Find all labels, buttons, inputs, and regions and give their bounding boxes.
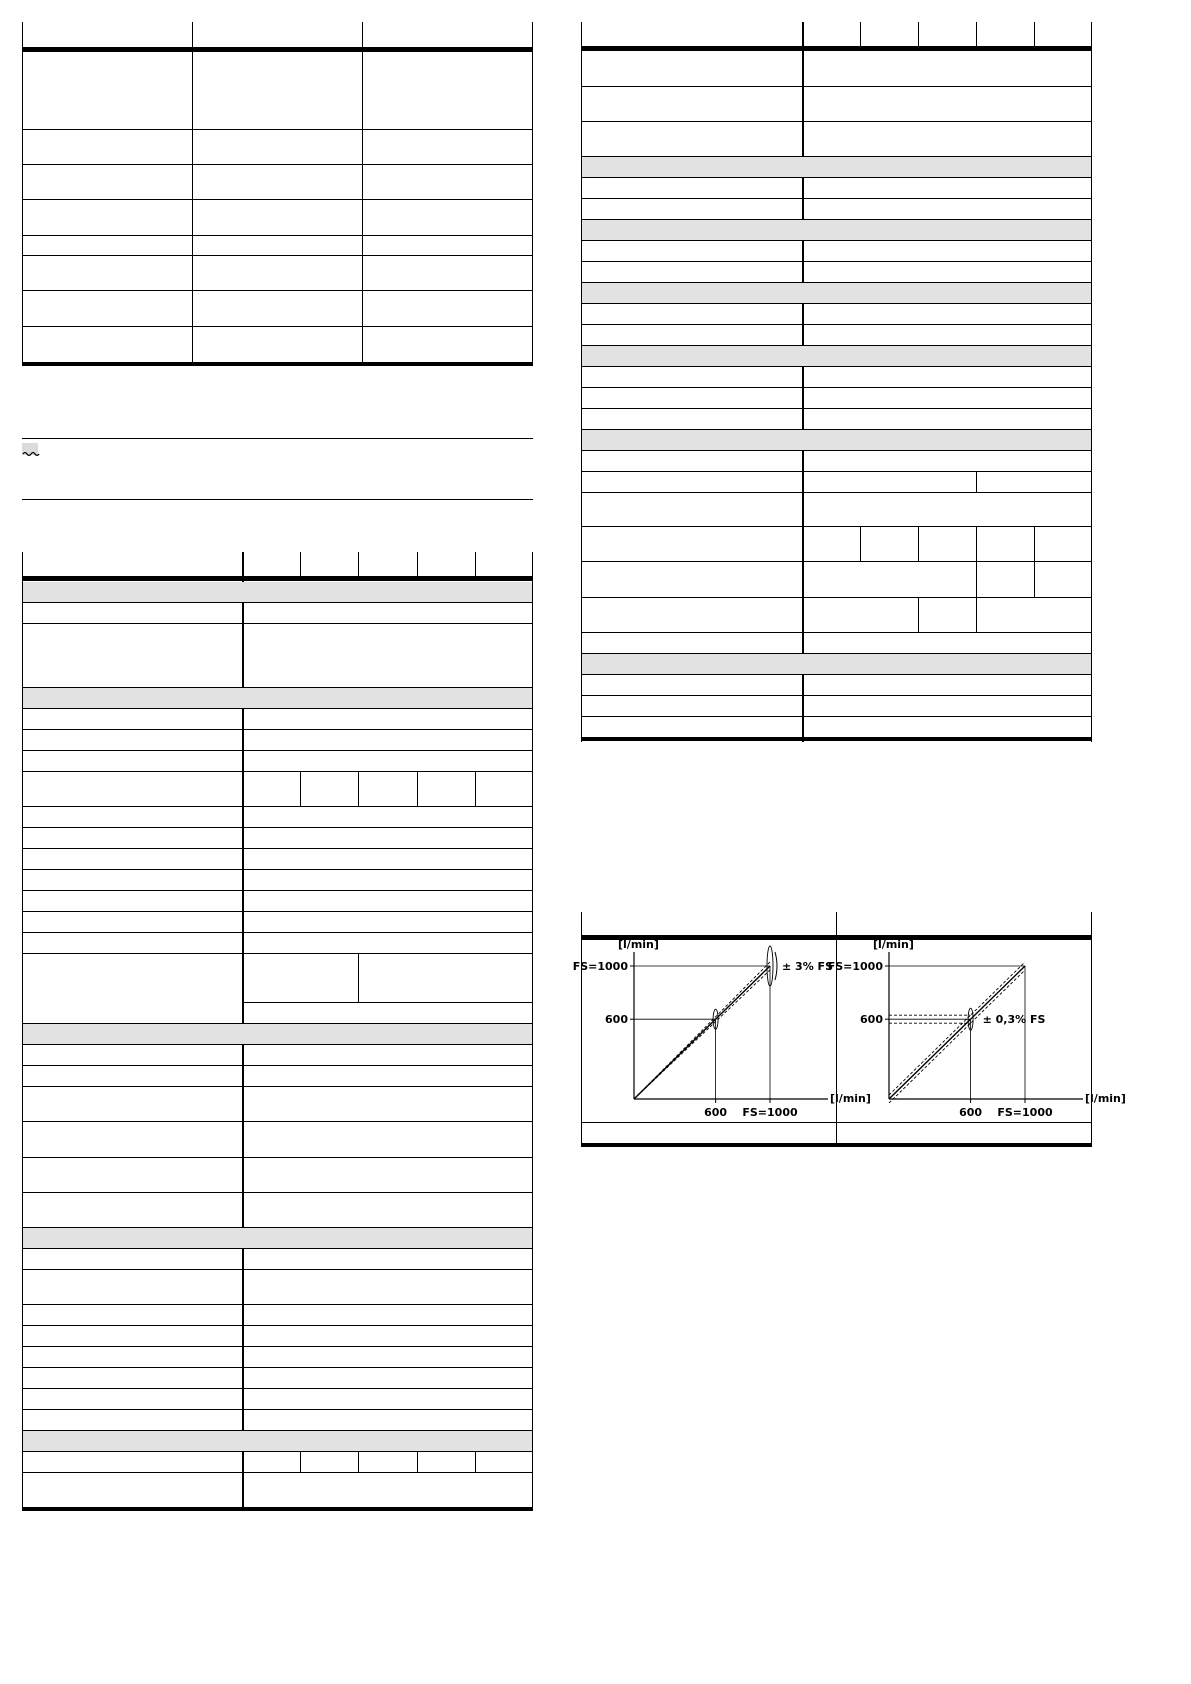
table-row [581, 716, 1092, 717]
table-header-rule [581, 46, 1092, 51]
tolerance-label: ± 3% FS [782, 960, 833, 973]
table-row [22, 1269, 533, 1270]
table-row [22, 911, 533, 912]
table-divider [362, 22, 363, 365]
table-border [22, 22, 23, 365]
table-divider [300, 1451, 301, 1472]
section-band [582, 653, 1091, 674]
table-divider [475, 771, 476, 806]
table-divider [918, 526, 919, 561]
table-divider [475, 1451, 476, 1472]
table-row [581, 471, 1092, 472]
section-band [582, 156, 1091, 177]
table-row [22, 953, 533, 954]
table-border [1091, 22, 1092, 742]
table-divider [918, 22, 919, 46]
table-row [581, 408, 1092, 409]
table-row [581, 303, 1092, 304]
table-row [22, 687, 533, 688]
table-row [22, 1086, 533, 1087]
table-row [581, 561, 1092, 562]
x-tick-label: FS=1000 [742, 1106, 798, 1119]
table-row [581, 282, 1092, 283]
table-row [22, 1157, 533, 1158]
section-band [23, 1227, 532, 1248]
table-row [581, 450, 1092, 451]
table-row [22, 1192, 533, 1193]
table-row [581, 240, 1092, 241]
ideal-line [634, 966, 770, 1099]
y-tick-label: 600 [605, 1013, 628, 1027]
section-band [23, 1430, 532, 1451]
table-divider [976, 561, 977, 597]
table-row [22, 1248, 533, 1249]
table-row [581, 429, 1092, 430]
ideal-line [889, 966, 1025, 1099]
table-row [22, 1023, 533, 1024]
table-row [581, 177, 1092, 178]
table-row [22, 869, 533, 870]
table-row [22, 708, 533, 709]
table-row [581, 261, 1092, 262]
table-row [22, 729, 533, 730]
table-divider [300, 552, 301, 576]
tolerance-label: ± 0,3% FS [982, 1013, 1046, 1027]
table-divider [1034, 526, 1035, 561]
tolerance-line [889, 962, 1025, 1095]
table-bottom-rule [22, 362, 533, 366]
table-divider [358, 552, 359, 576]
table-divider [417, 1451, 418, 1472]
table-header-rule [22, 576, 533, 581]
table-header-rule [22, 47, 533, 52]
x-axis-label: [l/min] [830, 1092, 871, 1105]
y-axis-label: [l/min] [618, 938, 659, 951]
table-divider [300, 771, 301, 806]
table-row [22, 771, 533, 772]
table-row [22, 199, 533, 200]
section-band [23, 582, 532, 602]
table-row [22, 1451, 533, 1452]
wave-icon [22, 443, 38, 455]
table-row [22, 1304, 533, 1305]
table-divider [860, 526, 861, 561]
table-row [22, 129, 533, 130]
table-row [22, 1472, 533, 1473]
table-row [581, 526, 1092, 527]
y-tick-label: FS=1000 [572, 960, 628, 973]
table-row [22, 255, 533, 256]
table-row [581, 1122, 1092, 1123]
section-band [582, 219, 1091, 240]
table-row [22, 1346, 533, 1347]
y-tick-label: FS=1000 [827, 960, 883, 973]
table-row [581, 695, 1092, 696]
table-divider [976, 526, 977, 561]
flow-accuracy-chart-reading [827, 938, 1126, 1122]
x-tick-label: FS=1000 [997, 1106, 1053, 1119]
table-row [22, 602, 533, 603]
x-tick-label: 600 [959, 1106, 983, 1119]
table-divider [860, 22, 861, 46]
table-row [581, 387, 1092, 388]
table-row [22, 1044, 533, 1045]
table-row [22, 750, 533, 751]
table-divider [976, 471, 977, 492]
section-band [23, 1023, 532, 1044]
table-row [22, 932, 533, 933]
table-divider [475, 552, 476, 576]
table-row [22, 806, 533, 807]
table-divider [976, 597, 977, 632]
table-row [22, 623, 533, 624]
table-row [581, 492, 1092, 493]
table-row [22, 1121, 533, 1122]
table-row [581, 674, 1092, 675]
tolerance-brace [775, 952, 777, 980]
note-top-rule [22, 438, 533, 439]
table-row [22, 848, 533, 849]
y-axis-label: [l/min] [873, 938, 914, 951]
y-tick-label: 600 [860, 1013, 883, 1027]
table-row [22, 1065, 533, 1066]
table-row [22, 1409, 533, 1410]
table-bottom-rule [22, 1507, 533, 1511]
table-border [1091, 912, 1092, 1147]
flow-accuracy-chart-fs [572, 938, 871, 1122]
table-divider [976, 22, 977, 46]
table-row [581, 121, 1092, 122]
table-row [22, 326, 533, 327]
table-row [22, 1227, 533, 1228]
table-divider [192, 22, 193, 365]
table-divider [1034, 22, 1035, 46]
x-axis-label: [l/min] [1085, 1092, 1126, 1105]
table-row [581, 324, 1092, 325]
table-row [581, 597, 1092, 598]
x-tick-label: 600 [704, 1106, 728, 1119]
table-divider [358, 953, 359, 1002]
table-bottom-rule [581, 1143, 1092, 1147]
table-row [22, 290, 533, 291]
table-divider [1034, 561, 1035, 597]
table-divider [358, 771, 359, 806]
table-row [22, 1430, 533, 1431]
section-band [23, 687, 532, 708]
section-band [582, 429, 1091, 450]
table-row [22, 890, 533, 891]
table-divider [417, 552, 418, 576]
table-row [581, 345, 1092, 346]
table-row [22, 1325, 533, 1326]
tolerance-line [889, 970, 1025, 1103]
table-divider [417, 771, 418, 806]
table-row [22, 235, 533, 236]
table-border [532, 22, 533, 365]
table-row [581, 632, 1092, 633]
table-divider [802, 22, 804, 742]
table-row [22, 827, 533, 828]
table-divider [918, 597, 919, 632]
table-row [581, 156, 1092, 157]
table-divider [358, 1451, 359, 1472]
table-row [243, 1002, 533, 1003]
section-band [582, 282, 1091, 303]
table-row [581, 86, 1092, 87]
table-row [22, 164, 533, 165]
table-border [581, 22, 582, 742]
table-row [581, 219, 1092, 220]
table-row [22, 1388, 533, 1389]
table-row [581, 653, 1092, 654]
table-row [22, 1367, 533, 1368]
section-band [582, 345, 1091, 366]
table-bottom-rule [581, 737, 1092, 741]
table-row [581, 366, 1092, 367]
table-row [581, 198, 1092, 199]
note-bottom-rule [22, 499, 533, 500]
